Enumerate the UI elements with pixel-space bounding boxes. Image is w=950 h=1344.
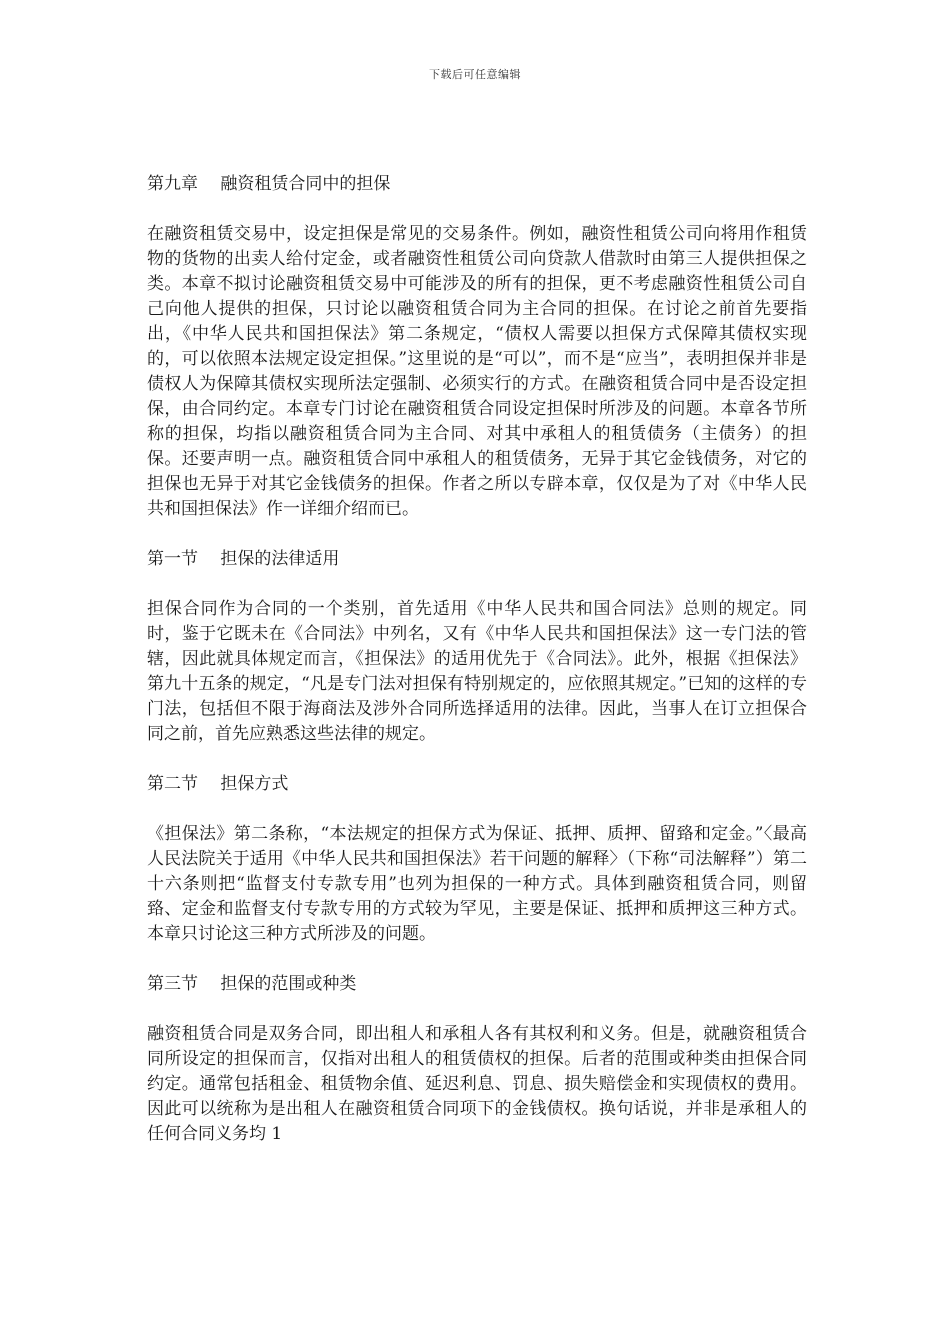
section-3-title: 第三节 担保的范围或种类 xyxy=(147,974,357,994)
intro-paragraph: 在融资租赁交易中，设定担保是常见的交易条件。例如，融资性租赁公司向将用作租赁物的货物的出卖人给付定金，或者融资性租赁公司向贷款人借款时由第三人提供担保之类。本章不拟讨论融资租赁交易中可能涉及的所有的担保，更不考虑融资性租赁公司自己向他人提供的担保，只讨论以融资租赁合同为主合同的担保。在讨论之前首先要指出，《中华人民共和国担保法》第二条规定，“债权人需要以担保方式保障其债权实现的，可以依照本法规定设定担保。”这里说的是“可以”，而不是“应当”，表明担保并非是债权人为保障其债权实现所法定强制、必须实行的方式。在融资租赁合同中是否设定担保，由合同约定。本章专门讨论在融资租赁合同设定担保时所涉及的问题。本章各节所称的担保，均指以融资租赁合同为主合同、对其中承租人的租赁债务（主债务）的担保。还要声明一点。融资租赁合同中承租人的租赁债务，无异于其它金钱债务，对它的担保也无异于对其它金钱债务的担保。作者之所以专辟本章，仅仅是为了对《中华人民共和国担保法》作一详细介绍而已。 xyxy=(147,224,807,519)
section-1-title: 第一节 担保的法律适用 xyxy=(147,549,340,569)
section-2-title: 第二节 担保方式 xyxy=(147,774,289,794)
document-body xyxy=(147,172,807,1147)
header-note: 下载后可任意编辑 xyxy=(429,68,521,81)
section-2-paragraph: 《担保法》第二条称，“本法规定的担保方式为保证、抵押、质押、留臵和定金。”〈最高人民法院关于适用《中华人民共和国担保法》若干问题的解释〉（下称“司法解释”）第二十六条则把“监督支付专款专用”也列为担保的一种方式。具体到融资租赁合同，则留臵、定金和监督支付专款专用的方式较为罕见，主要是保证、抵押和质押这三种方式。本章只讨论这三种方式所涉及的问题。 xyxy=(147,824,807,944)
section-3-paragraph: 融资租赁合同是双务合同，即出租人和承租人各有其权利和义务。但是，就融资租赁合同所设定的担保而言，仅指对出租人的租赁债权的担保。后者的范围或种类由担保合同约定。通常包括租金、租赁物余值、延迟利息、罚息、损失赔偿金和实现债权的费用。因此可以统称为是出租人在融资租赁合同项下的金钱债权。换句话说，并非是承租人的任何合同义务均 1 xyxy=(147,1024,807,1144)
chapter-title: 第九章 融资租赁合同中的担保 xyxy=(147,174,391,194)
section-1-paragraph: 担保合同作为合同的一个类别，首先适用《中华人民共和国合同法》总则的规定。同时，鉴于它既未在《合同法》中列名，又有《中华人民共和国担保法》这一专门法的管辖，因此就具体规定而言，《担保法》的适用优先于《合同法》。此外，根据《担保法》第九十五条的规定，“凡是专门法对担保有特别规定的，应依照其规定。”已知的这样的专门法，包括但不限于海商法及涉外合同所选择适用的法律。因此，当事人在订立担保合同之前，首先应熟悉这些法律的规定。 xyxy=(147,599,807,744)
